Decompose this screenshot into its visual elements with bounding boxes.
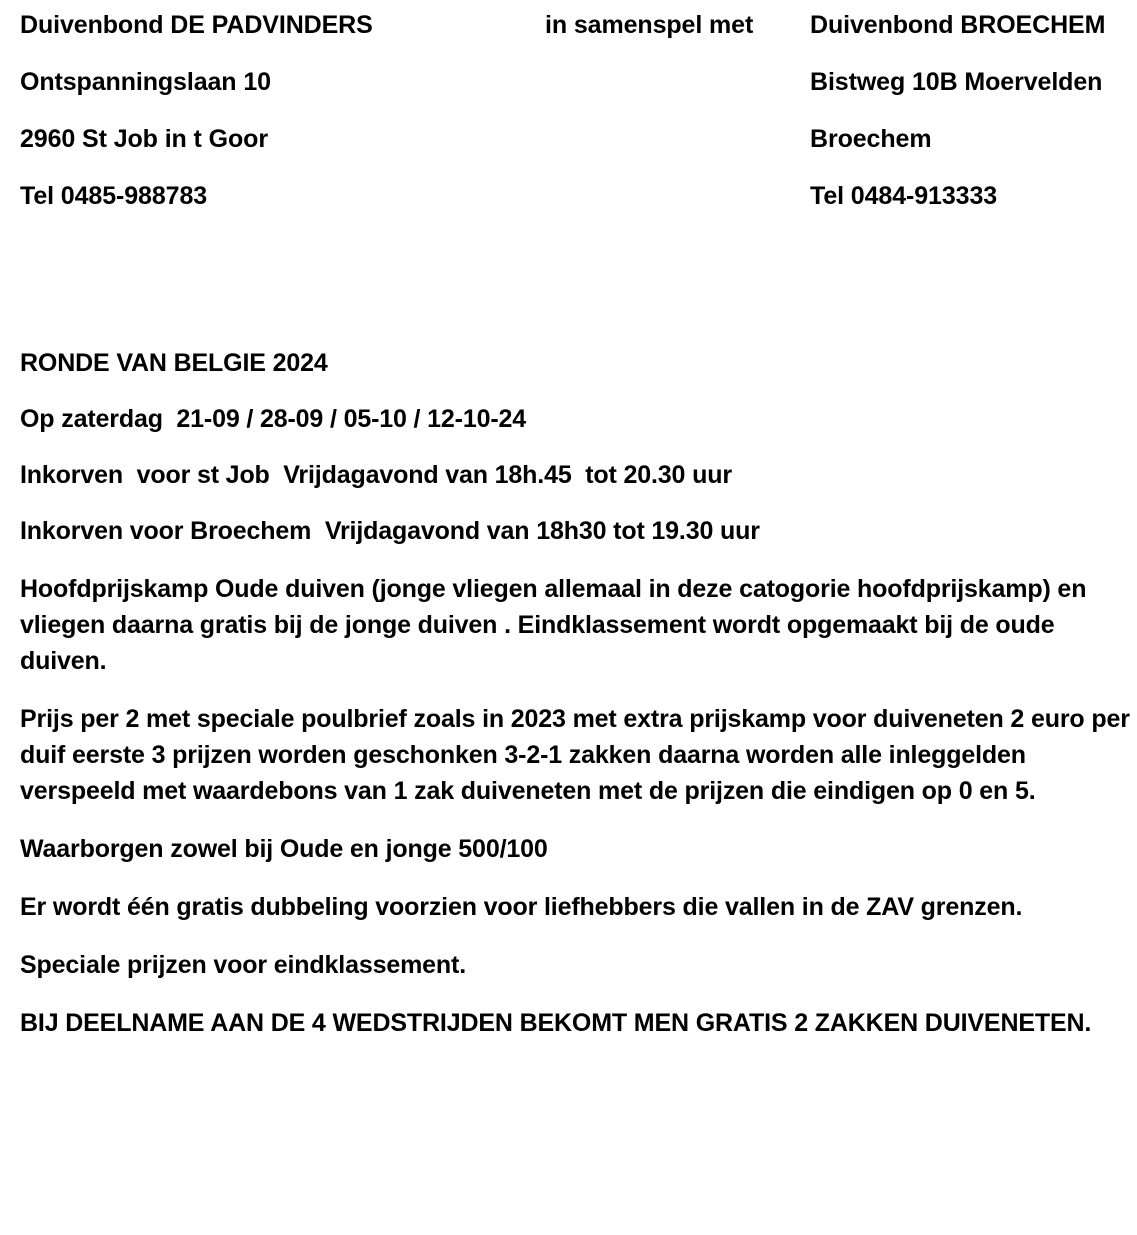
document-body	[20, 345, 1137, 1041]
basketing-broechem: Inkorven voor Broechem Vrijdagavond van 18h30 tot 19.30 uur	[20, 517, 760, 545]
pricing-info: Prijs per 2 met speciale poulbrief zoals in 2023 met extra prijskamp voor duiveneten 2 euro per duif eerste 3 prijzen worden geschonken 3-2-1 zakken daarna worden alle inleggelden verspeeld met waardebons van 1 zak duiveneten met de prijzen die eindigen op 0 en 5.	[20, 705, 1137, 805]
right-club-name: Duivenbond BROECHEM	[810, 11, 1106, 39]
special-prizes-info: Speciale prijzen voor eindklassement.	[20, 951, 467, 979]
free-doubling-info: Er wordt één gratis dubbeling voorzien voor liefhebbers die vallen in de ZAV grenzen.	[20, 893, 1023, 921]
header-row-4	[20, 181, 1137, 238]
header-row-3	[20, 124, 1137, 181]
race-dates: Op zaterdag 21-09 / 28-09 / 05-10 / 12-10-24	[20, 405, 527, 433]
header-row-2	[20, 67, 1137, 124]
club-header	[20, 10, 1137, 250]
main-prize-info: Hoofdprijskamp Oude duiven (jonge vliegen allemaal in deze catogorie hoofdprijskamp) en vliegen daarna gratis bij de jonge duiven . Eindklassement wordt opgemaakt bij de oude duiven.	[20, 575, 1094, 675]
left-club-phone: Tel 0485-988783	[20, 182, 208, 210]
cooperation-label: in samenspel met	[545, 11, 754, 39]
document-title: RONDE VAN BELGIE 2024	[20, 349, 328, 377]
left-club-name: Duivenbond DE PADVINDERS	[20, 11, 373, 39]
header-row-1	[20, 10, 1137, 67]
guarantees-info: Waarborgen zowel bij Oude en jonge 500/100	[20, 835, 548, 863]
left-club-street: Ontspanningslaan 10	[20, 68, 271, 96]
right-club-phone: Tel 0484-913333	[810, 182, 998, 210]
basketing-st-job: Inkorven voor st Job Vrijdagavond van 18h.45 tot 20.30 uur	[20, 461, 732, 489]
participation-bonus: BIJ DEELNAME AAN DE 4 WEDSTRIJDEN BEKOMT MEN GRATIS 2 ZAKKEN DUIVENETEN.	[20, 1009, 1092, 1037]
right-club-city: Broechem	[810, 125, 932, 153]
right-club-street: Bistweg 10B Moervelden	[810, 68, 1103, 96]
left-club-city: 2960 St Job in t Goor	[20, 125, 268, 153]
